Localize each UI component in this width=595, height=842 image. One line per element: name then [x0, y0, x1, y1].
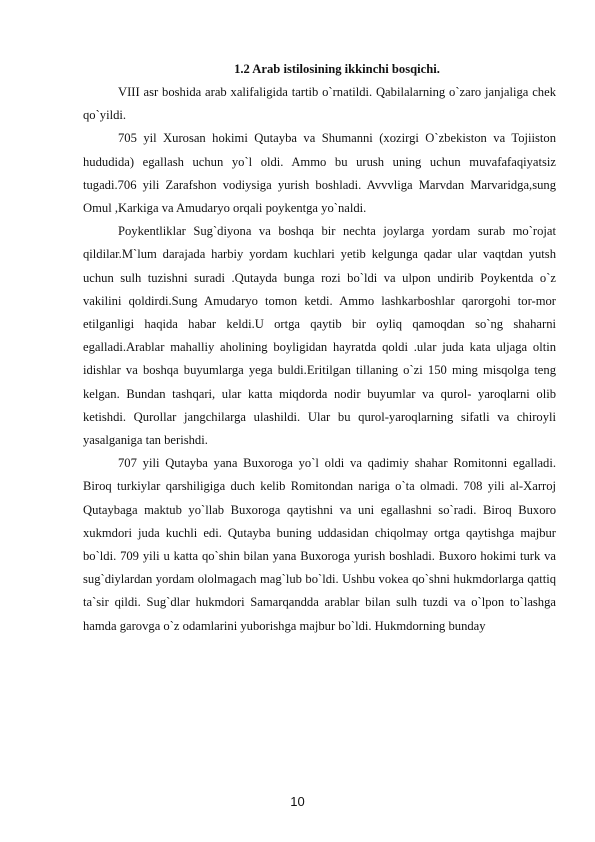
paragraph-4: 707 yili Qutayba yana Buxoroga yo`l oldi va qadimiy shahar Romitonni egalladi. Biroq turkiylar qarshiligiga duch kelib Romitondan nariga o`ta olmadi. 708 yili al-Xarroj Qutaybaga maktub yo`llab Buxoroga qaytishni va uni egallashni so`radi. Biroq Buxoro xukmdori juda kuchli edi. Qutayba buning uddasidan chiqolmay ortga qaytishga majbur bo`ldi. 709 yili u katta qo`shin bilan yana Buxoroga yurish boshladi. Buxoro hokimi turk va sug`diylardan yordam ololmagach mag`lub bo`ldi. Ushbu vokea qo`shni hukmdorlarga qattiq ta`sir qildi. Sug`dlar hukmdori Samarqandda arablar bilan sulh tuzdi va o`lpon to`lashga hamda garovga o`z odamlarini yuborishga majbur bo`ldi. Hukmdorning bunday: [83, 456, 556, 633]
paragraph-3: Poykentliklar Sug`diyona va boshqa bir nechta joylarga yordam surab mo`rojat qildilar.M`lum darajada harbiy yordam kuchlari yetib kelgunga qadar ular vaqtdan yutsh uchun sulh tuzishni suradi .Qutayda bunga rozi bo`ldi va ulpon undirib Poykentda o`z vakilini qoldirdi.Sung Amudaryo tomon ketdi. Ammo lashkarboshlar qarorgohi tor-mor etilganligi haqida habar keldi.U ortga qaytib bir oyliq qamoqdan so`ng shaharni egalladi.Arablar mahalliy aholining boyligidan hayratda qoldi .ular juda kata uljaga oltin idishlar va boshqa buyumlarga yega buldi.Eritilgan tillaning o`zi 150 ming misqolga teng kelgan. Bundan tashqari, ular katta miqdorda nodir buyumlar va qurol- yaroqlarni olib ketishdi. Qurollar jangchilarga ulashildi. Ular bu qurol-yaroqlarning sifatli va chiroyli yasalganiga tan berishdi.: [83, 224, 556, 448]
paragraph-1: VIII asr boshida arab xalifaligida tartib o`rnatildi. Qabilalarning o`zaro janjaliga chek qo`yildi.: [83, 85, 556, 123]
section-heading: 1.2 Arab istilosining ikkinchi bosqichi.: [234, 62, 440, 76]
page-content: [83, 58, 556, 638]
paragraph-2: 705 yil Xurosan hokimi Qutayba va Shumanni (xozirgi O`zbekiston va Tojiiston hududida) egallash uchun yo`l oldi. Ammo bu urush uning uchun muvafafaqiyatsiz tugadi.706 yili Zarafshon vodiysiga yurish boshladi. Avvvliga Marvdan Marvaridga,sung Omul ,Karkiga va Amudaryo orqali poykentga yo`naldi.: [83, 131, 556, 216]
page-number: 10: [290, 794, 305, 809]
